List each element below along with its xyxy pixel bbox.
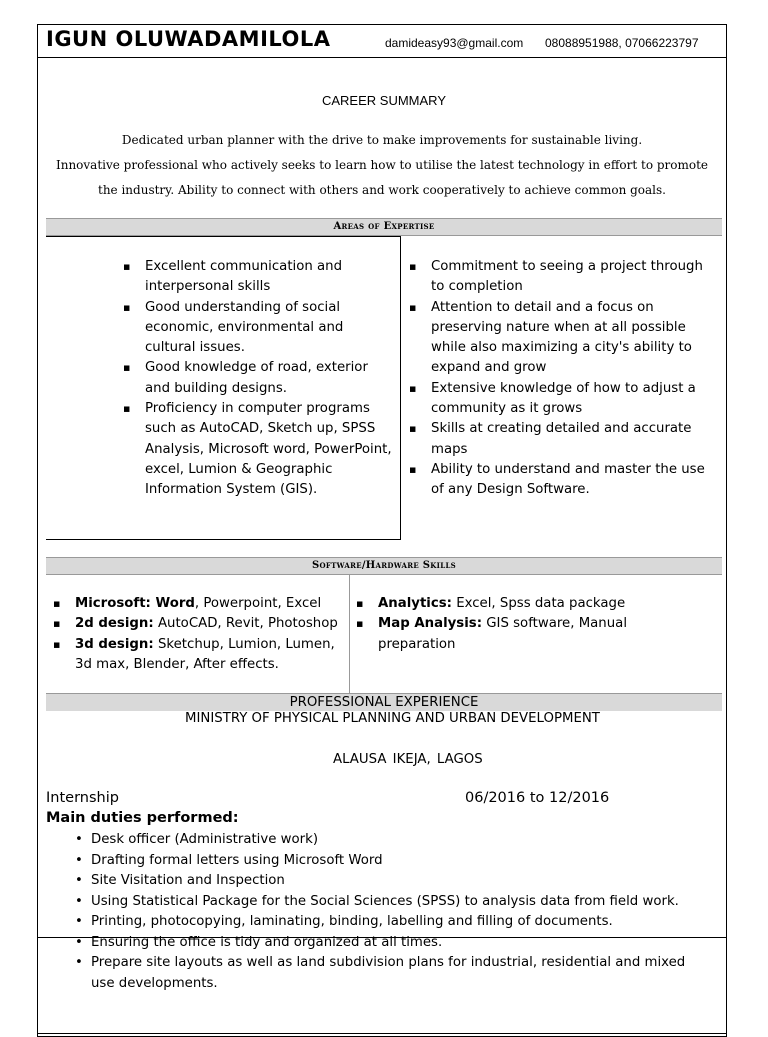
list-item: ▪ Commitment to seeing a project through to completion bbox=[431, 257, 716, 298]
software-column-divider bbox=[349, 575, 350, 693]
expertise-left-list bbox=[145, 257, 395, 501]
candidate-name: IGUN OLUWADAMILOLA bbox=[46, 27, 331, 51]
list-item: • Desk officer (Administrative work) bbox=[91, 830, 711, 851]
list-item: ▪ Good knowledge of road, exterior and building designs. bbox=[145, 358, 395, 399]
expertise-band: Areas of Expertise bbox=[46, 218, 722, 236]
list-item: ▪ Proficiency in computer programs such as AutoCAD, Sketch up, SPSS Analysis, Microsoft word, PowerPoint, excel, Lumion & Geographic Information System (GIS). bbox=[145, 399, 395, 500]
list-item: ▪ Microsoft: Word, Powerpoint, Excel bbox=[75, 594, 345, 614]
list-item: • Site Visitation and Inspection bbox=[91, 871, 711, 892]
organization-location: ALAUSA IKEJA, LAGOS bbox=[333, 752, 483, 767]
job-dates: 06/2016 to 12/2016 bbox=[465, 790, 610, 806]
software-left-list bbox=[75, 594, 345, 675]
list-item: ▪ Attention to detail and a focus on preserving nature when at all possible while also maximizing a city's ability to expand and grow bbox=[431, 298, 716, 379]
list-item: ▪ Extensive knowledge of how to adjust a community as it grows bbox=[431, 379, 716, 420]
list-item: • Printing, photocopying, laminating, binding, labelling and filling of documents. bbox=[91, 912, 711, 933]
software-band: Software/Hardware Skills bbox=[46, 557, 722, 575]
experience-band: PROFESSIONAL EXPERIENCE bbox=[46, 693, 722, 711]
career-summary-title: CAREER SUMMARY bbox=[321, 93, 446, 108]
list-item: ▪ 2d design: AutoCAD, Revit, Photoshop bbox=[75, 614, 345, 634]
duties-title: Main duties performed: bbox=[46, 810, 239, 826]
organization-name: MINISTRY OF PHYSICAL PLANNING AND URBAN DEVELOPMENT bbox=[185, 711, 600, 726]
list-item: ▪ Excellent communication and interpersonal skills bbox=[145, 257, 395, 298]
header-divider bbox=[37, 57, 727, 58]
email-address: damideasy93@gmail.com bbox=[385, 36, 524, 50]
list-item: ▪ Skills at creating detailed and accurate maps bbox=[431, 419, 716, 460]
list-item: • Using Statistical Package for the Social Sciences (SPSS) to analysis data from field work. bbox=[91, 892, 711, 913]
summary-line: Innovative professional who actively seeks to learn how to utilise the latest technology in effort to promote bbox=[55, 158, 709, 172]
list-item: ▪ 3d design: Sketchup, Lumion, Lumen, 3d max, Blender, After effects. bbox=[75, 635, 345, 676]
list-item: ▪ Ability to understand and master the use of any Design Software. bbox=[431, 460, 716, 501]
list-item: ▪ Map Analysis: GIS software, Manual preparation bbox=[378, 614, 668, 655]
list-item: • Prepare site layouts as well as land subdivision plans for industrial, residential and mixed use developments. bbox=[91, 953, 711, 994]
list-item: • Ensuring the office is tidy and organized at all times. bbox=[91, 933, 711, 954]
job-role: Internship bbox=[46, 790, 119, 806]
phone-numbers: 08088951988, 07066223797 bbox=[545, 36, 699, 50]
list-item: ▪ Good understanding of social economic, environmental and cultural issues. bbox=[145, 298, 395, 359]
software-right-list bbox=[378, 594, 668, 655]
page-frame-lower bbox=[37, 937, 727, 1037]
expertise-right-list bbox=[431, 257, 716, 501]
summary-line: the industry. Ability to connect with others and work cooperatively to achieve common goals. bbox=[98, 183, 666, 197]
summary-line: Dedicated urban planner with the drive to make improvements for sustainable living. bbox=[121, 133, 643, 147]
list-item: ▪ Analytics: Excel, Spss data package bbox=[378, 594, 668, 614]
career-summary-text bbox=[37, 128, 727, 203]
list-item: • Drafting formal letters using Microsoft Word bbox=[91, 851, 711, 872]
